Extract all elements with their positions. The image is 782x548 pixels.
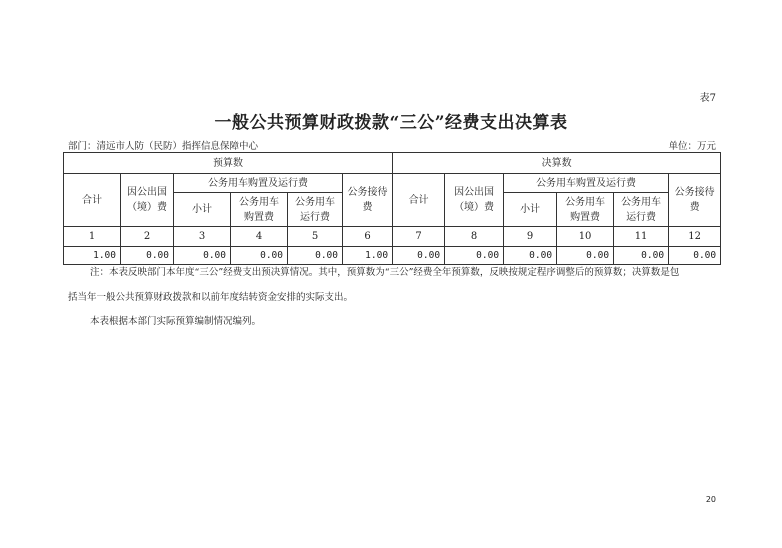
column-number: 10 [557,227,614,247]
note-paragraph: 括当年一般公共预算财政拨款和以前年度结转资金安排的实际支出。 [68,292,354,303]
value-cell: 0.00 [614,247,669,265]
budget-vehicle-header: 公务用车购置及运行费 [174,174,343,193]
expenditure-table [63,152,721,265]
column-number: 8 [445,227,504,247]
column-number: 5 [288,227,343,247]
budget-total-header: 合计 [64,174,121,227]
value-cell: 0.00 [557,247,614,265]
note-paragraph: 注：本表反映部门本年度“三公”经费支出预决算情况。其中，预算数为“三公”经费全年预算数，反映按规定程序调整后的预算数；决算数是包 [90,267,680,278]
value-cell: 0.00 [445,247,504,265]
value-cell: 0.00 [393,247,445,265]
unit-label: 单位：万元 [668,141,716,152]
budget-abroad-header: 因公出国 （境）费 [121,174,174,227]
final-header: 决算数 [393,153,721,174]
column-number: 9 [504,227,557,247]
column-number: 3 [174,227,231,247]
budget-subtotal-header: 小计 [174,193,231,227]
final-reception-header: 公务接待 费 [669,174,721,227]
final-vehicle-header: 公务用车购置及运行费 [504,174,669,193]
page-number: 20 [705,495,716,504]
column-number: 1 [64,227,121,247]
page-title: 一般公共预算财政拨款“三公”经费支出决算表 [214,113,568,133]
final-subtotal-header: 小计 [504,193,557,227]
column-number: 6 [343,227,393,247]
final-total-header: 合计 [393,174,445,227]
value-cell: 0.00 [288,247,343,265]
column-number-row [64,227,721,247]
table-number: 表7 [699,93,716,104]
value-cell: 1.00 [64,247,121,265]
column-number: 4 [231,227,288,247]
budget-purchase-header: 公务用车 购置费 [231,193,288,227]
final-abroad-header: 因公出国 （境）费 [445,174,504,227]
budget-operation-header: 公务用车 运行费 [288,193,343,227]
budget-header: 预算数 [64,153,393,174]
budget-reception-header: 公务接待 费 [343,174,393,227]
column-number: 12 [669,227,721,247]
header-row-group [64,153,721,174]
value-cell: 0.00 [174,247,231,265]
value-cell: 0.00 [121,247,174,265]
final-purchase-header: 公务用车 购置费 [557,193,614,227]
value-cell: 0.00 [504,247,557,265]
final-operation-header: 公务用车 运行费 [614,193,669,227]
department-label: 部门：清远市人防（民防）指挥信息保障中心 [68,141,259,152]
value-cell: 1.00 [343,247,393,265]
column-number: 7 [393,227,445,247]
header-row-category [64,174,721,193]
value-row [64,247,721,265]
column-number: 2 [121,227,174,247]
value-cell: 0.00 [669,247,721,265]
value-cell: 0.00 [231,247,288,265]
note-paragraph: 本表根据本部门实际预算编制情况编列。 [90,316,262,327]
column-number: 11 [614,227,669,247]
